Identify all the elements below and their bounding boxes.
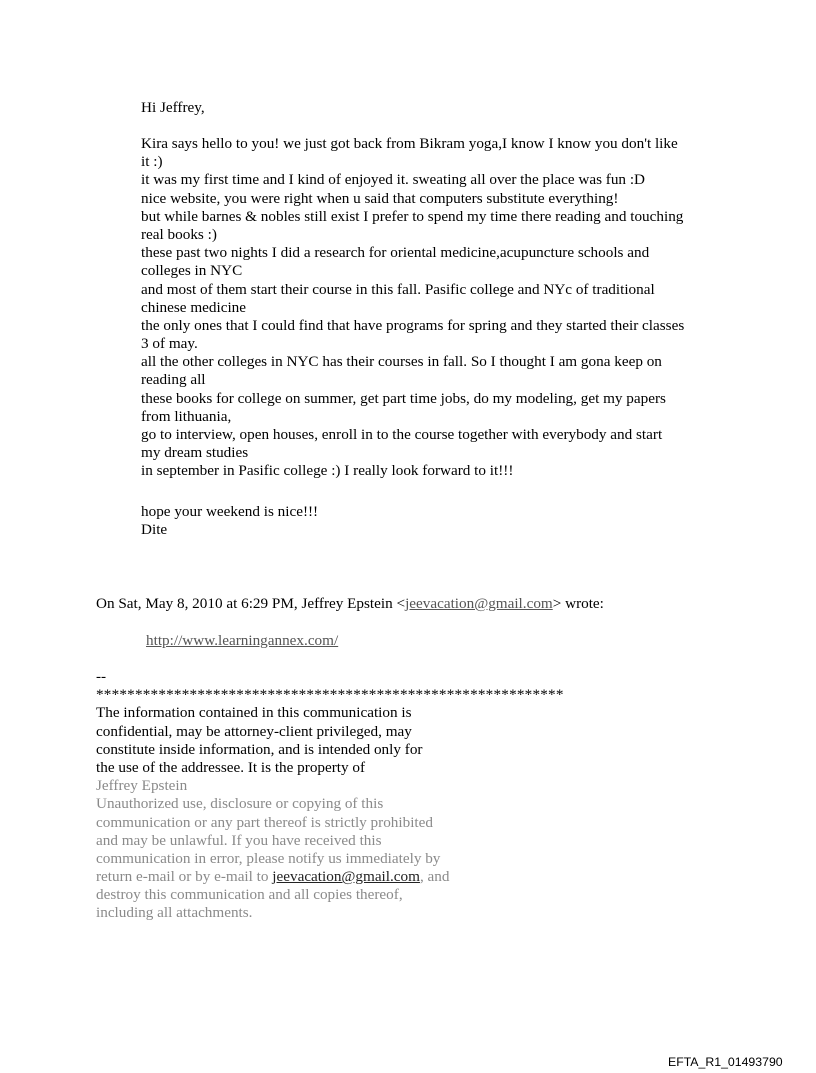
disclaimer-line: communication or any part thereof is strictly prohibited bbox=[96, 813, 433, 831]
disclaimer-line: communication in error, please notify us immediately by bbox=[96, 849, 441, 867]
body-line: chinese medicine bbox=[141, 298, 246, 316]
disclaimer-return-line bbox=[96, 868, 564, 886]
body-line: all the other colleges in NYC has their courses in fall. So I thought I am gona keep on bbox=[141, 353, 662, 371]
body-line: my dream studies bbox=[141, 444, 249, 462]
body-line: 3 of may. bbox=[141, 335, 198, 353]
body-line: the only ones that I could find that have programs for spring and they started their classes bbox=[141, 316, 685, 334]
quote-header bbox=[96, 595, 604, 613]
quote-prefix: On Sat, May 8, 2010 at 6:29 PM, Jeffrey Epstein < bbox=[96, 595, 406, 612]
disclaimer-line: and may be unlawful. If you have received this bbox=[96, 831, 382, 849]
sender-name: Dite bbox=[141, 521, 168, 539]
confidentiality-signature bbox=[96, 668, 564, 923]
quote-suffix: > wrote: bbox=[552, 595, 604, 612]
body-line: it was my first time and I kind of enjoyed it. sweating all over the place was fun :D bbox=[141, 171, 646, 189]
quoted-message bbox=[146, 632, 338, 650]
greeting-text: Hi Jeffrey, bbox=[141, 99, 205, 116]
body-line: real books :) bbox=[141, 225, 217, 243]
body-line: it :) bbox=[141, 153, 163, 171]
body-line: go to interview, open houses, enroll in to the course together with everybody and start bbox=[141, 426, 663, 443]
disclaimer-line: confidential, may be attorney-client privileged, may bbox=[96, 722, 412, 740]
email-signoff bbox=[141, 503, 318, 539]
body-line: reading all bbox=[141, 371, 206, 389]
disclaimer-line: Unauthorized use, disclosure or copying of this bbox=[96, 795, 384, 813]
body-line: Kira says hello to you! we just got back from Bikram yoga,I know I know you don't like bbox=[141, 135, 678, 152]
body-line: but while barnes & nobles still exist I prefer to spend my time there reading and touching bbox=[141, 207, 684, 225]
disclaimer-email-link[interactable]: jeevacation@gmail.com bbox=[272, 868, 420, 886]
return-prefix: return e-mail or by e-mail to bbox=[96, 868, 273, 886]
closing-text: hope your weekend is nice!!! bbox=[141, 503, 319, 520]
disclaimer-line: The information contained in this communication is bbox=[96, 704, 412, 722]
body-line: nice website, you were right when u said that computers substitute everything! bbox=[141, 189, 619, 207]
disclaimer-line: including all attachments. bbox=[96, 904, 253, 922]
body-line: these past two nights I did a research for oriental medicine,acupuncture schools and bbox=[141, 244, 650, 262]
quoted-url-link[interactable]: http://www.learningannex.com/ bbox=[146, 632, 339, 649]
quote-email-link[interactable]: jeevacation@gmail.com bbox=[405, 595, 553, 612]
disclaimer-line: the use of the addressee. It is the property of bbox=[96, 758, 366, 776]
disclaimer-line: Jeffrey Epstein bbox=[96, 777, 188, 795]
signature-dash: -- bbox=[96, 668, 107, 685]
signature-stars: ************************************************************ bbox=[96, 686, 564, 704]
body-line: colleges in NYC bbox=[141, 262, 243, 280]
body-line: and most of them start their course in this fall. Pasific college and NYc of traditional bbox=[141, 280, 655, 298]
body-line: from lithuania, bbox=[141, 407, 232, 425]
email-body bbox=[141, 135, 684, 481]
body-line: in september in Pasific college :) I really look forward to it!!! bbox=[141, 462, 514, 480]
quote-attribution bbox=[96, 595, 604, 613]
disclaimer-line: destroy this communication and all copies thereof, bbox=[96, 886, 403, 904]
body-line: these books for college on summer, get part time jobs, do my modeling, get my papers bbox=[141, 389, 666, 407]
email-greeting bbox=[141, 99, 205, 117]
return-suffix: , and bbox=[419, 868, 450, 886]
disclaimer-line: constitute inside information, and is intended only for bbox=[96, 740, 423, 758]
document-id-stamp: EFTA_R1_01493790 bbox=[668, 1055, 783, 1069]
